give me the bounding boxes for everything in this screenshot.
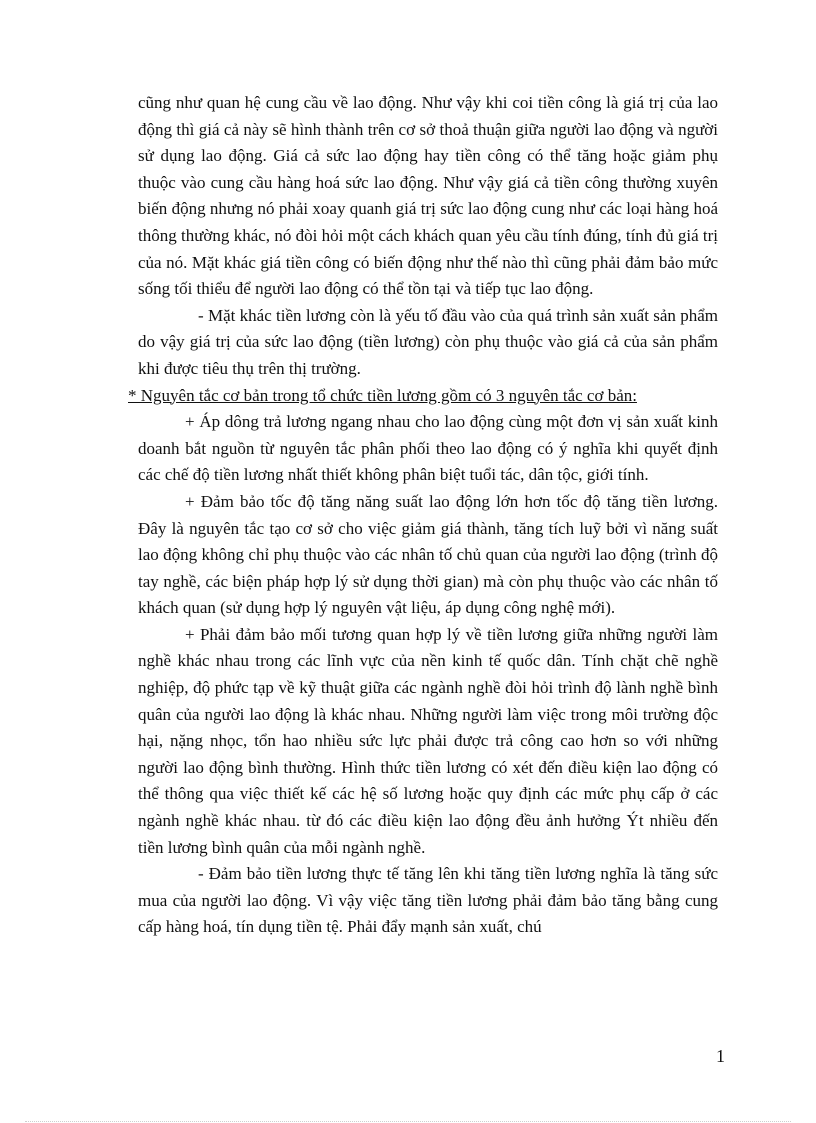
paragraph-real-wage: - Đảm bảo tiền lương thực tế tăng lên khi tăng tiền lương nghĩa là tăng sức mua của người lao động. Vì vậy việc tăng tiền lương phải đảm bảo tăng bằng cung cấp hàng hoá, tín dụng tiền tệ. Phải đẩy mạnh sản xuất, chú — [138, 864, 718, 937]
paragraph-principle-equal-pay: + Áp dông trả lương ngang nhau cho lao động cùng một đơn vị sản xuất kinh doanh bắt nguồn từ nguyên tắc phân phối theo lao động có ý nghĩa khi quyết định các chế độ tiền lương nhất thiết không phân biệt tuổi tác, dân tộc, giới tính. — [138, 412, 718, 485]
paragraph-principle-wage-correlation: + Phải đảm bảo mối tương quan hợp lý về tiền lương giữa những người làm nghề khác nhau trong các lĩnh vực của nền kinh tế quốc dân. Tính chặt chẽ nghề nghiệp, độ phức tạp về kỹ thuật giữa các ngành nghề đòi hỏi trình độ lành nghề bình quân của người lao động là khác nhau. Những người làm việc trong môi trường độc hại, nặng nhọc, tổn hao nhiều sức lực phải được trả công cao hơn so với những người lao động bình thường. Hình thức tiền lương có xét đến điều kiện lao động có thể thông qua việc thiết kế các hệ số lương hoặc quy định các mức phụ cấp ở các ngành nghề khác nhau. từ đó các điều kiện lao động đều ảnh hưởng Ýt nhiều đến tiền lương bình quân của mỗi ngành nghề. — [138, 624, 718, 857]
paragraph-principle-productivity: + Đảm bảo tốc độ tăng năng suất lao động lớn hơn tốc độ tăng tiền lương. Đây là nguyên tắc tạo cơ sở cho việc giảm giá thành, tăng tích luỹ bởi vì năng suất lao động không chỉ phụ thuộc vào các nhân tố chủ quan của người lao động (trình độ tay nghề, các biện pháp hợp lý sử dụng thời gian) mà còn phụ thuộc vào các nhân tố khách quan (sử dụng hợp lý nguyên vật liệu, áp dụng công nghệ mới). — [138, 491, 718, 618]
section-heading-principles: * Nguyên tắc cơ bản trong tổ chức tiền lương gồm có 3 nguyên tắc cơ bản: — [128, 385, 637, 405]
page-number: 1 — [716, 1046, 725, 1066]
paragraph-wage-supply-demand: cũng như quan hệ cung cầu về lao động. Như vậy khi coi tiền công là giá trị của lao động thì giá cả này sẽ hình thành trên cơ sở thoả thuận giữa người lao động và người sử dụng lao động. Giá cả sức lao động hay tiền công có thể tăng hoặc giảm phụ thuộc vào cung cầu hàng hoá sức lao động. Như vậy giá cả tiền công thường xuyên biến động nhưng nó phải xoay quanh giá trị sức lao động cung như các loại hàng hoá thông thường khác, nó đòi hỏi một cách khách quan yêu cầu tính đúng, tính đủ giá trị của nó. Mặt khác giá tiền công có biến động như thế nào thì cũng phải đảm bảo mức sống tối thiểu để người lao động có thể tồn tại và tiếp tục lao động. — [138, 93, 718, 299]
paragraph-wage-input-factor: - Mặt khác tiền lương còn là yếu tố đầu vào của quá trình sản xuất sản phẩm do vậy giá trị của sức lao động (tiền lương) còn phụ thuộc vào giá cả của sản phẩm khi được tiêu thụ trên thị trường. — [138, 305, 718, 378]
page-bottom-divider — [25, 1121, 791, 1122]
document-body — [128, 90, 718, 941]
